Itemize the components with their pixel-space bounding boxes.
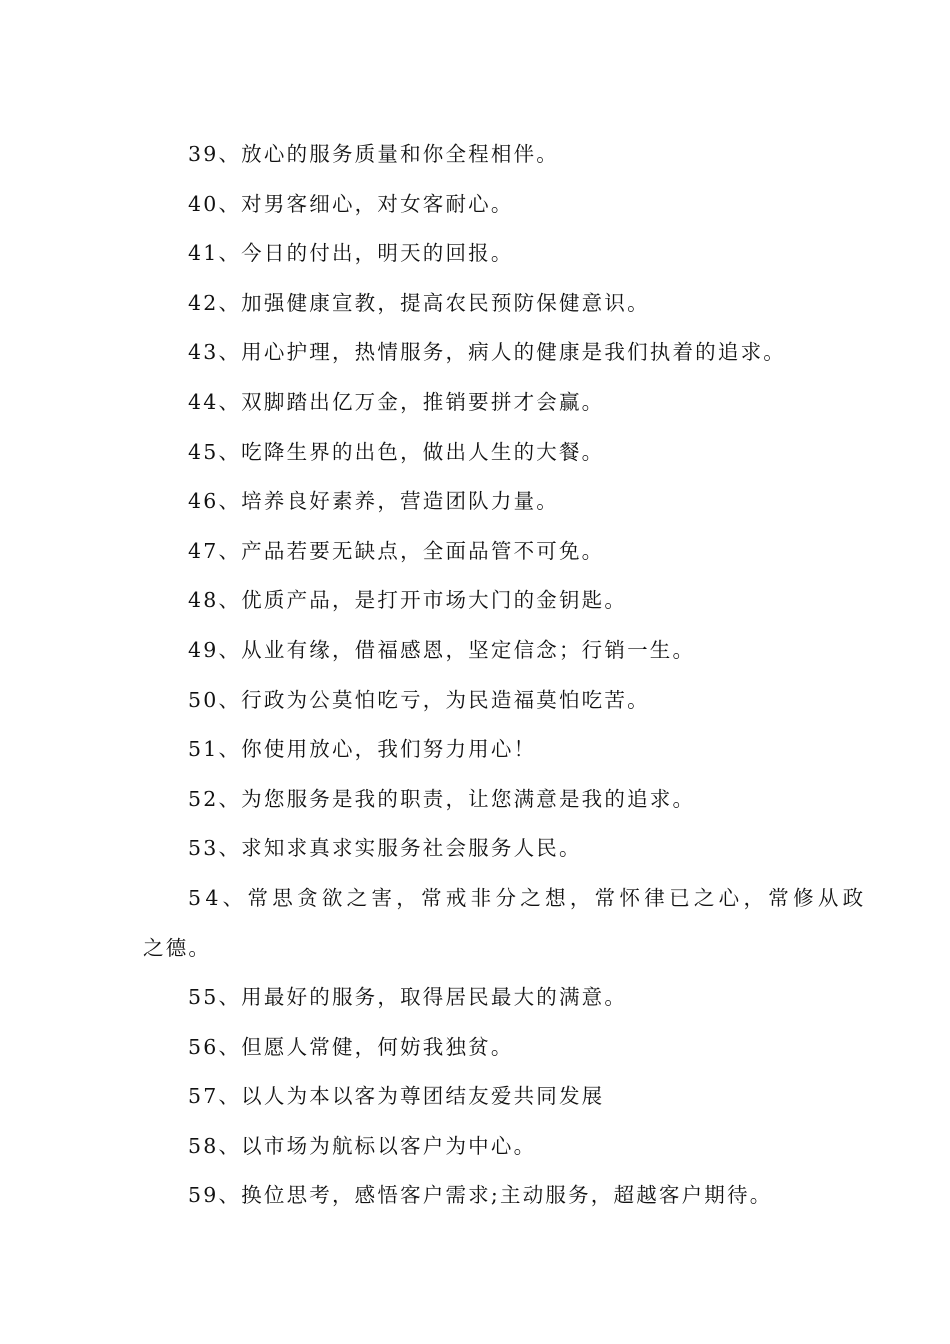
document-body: [143, 130, 868, 1221]
text-line-continuation: 之德。: [143, 935, 212, 960]
text-line: 47、产品若要无缺点，全面品管不可免。: [188, 538, 605, 563]
text-line: 44、双脚踏出亿万金，推销要拼才会赢。: [188, 389, 605, 414]
text-line: 42、加强健康宣教，提高农民预防保健意识。: [188, 290, 650, 315]
text-line: 46、培养良好素养，营造团队力量。: [188, 489, 559, 514]
text-line: 48、优质产品，是打开市场大门的金钥匙。: [188, 588, 628, 613]
text-line: 43、用心护理，热情服务，病人的健康是我们执着的追求。: [188, 340, 786, 365]
text-line: 54、常思贪欲之害，常戒非分之想，常怀律已之心，常修从政: [188, 885, 868, 910]
text-line: 49、从业有缘，借福感恩，坚定信念；行销一生。: [188, 637, 696, 662]
text-line: 56、但愿人常健，何妨我独贫。: [188, 1034, 514, 1059]
text-line: 52、为您服务是我的职责，让您满意是我的追求。: [188, 786, 696, 811]
text-line: 40、对男客细心，对女客耐心。: [188, 191, 514, 216]
text-line: 51、你使用放心，我们努力用心！: [188, 737, 537, 762]
text-line: 57、以人为本以客为尊团结友爱共同发展: [188, 1084, 605, 1109]
text-line: 39、放心的服务质量和你全程相伴。: [188, 142, 559, 166]
text-line: 50、行政为公莫怕吃亏，为民造福莫怕吃苦。: [188, 687, 650, 712]
text-line: 58、以市场为航标以客户为中心。: [188, 1133, 537, 1158]
text-line: 45、吃降生界的出色，做出人生的大餐。: [188, 439, 605, 464]
text-line: 59、换位思考，感悟客户需求;主动服务，超越客户期待。: [188, 1183, 773, 1208]
text-line: 53、求知求真求实服务社会服务人民。: [188, 836, 582, 861]
text-line: 55、用最好的服务，取得居民最大的满意。: [188, 985, 628, 1010]
text-line: 41、今日的付出，明天的回报。: [188, 241, 514, 266]
